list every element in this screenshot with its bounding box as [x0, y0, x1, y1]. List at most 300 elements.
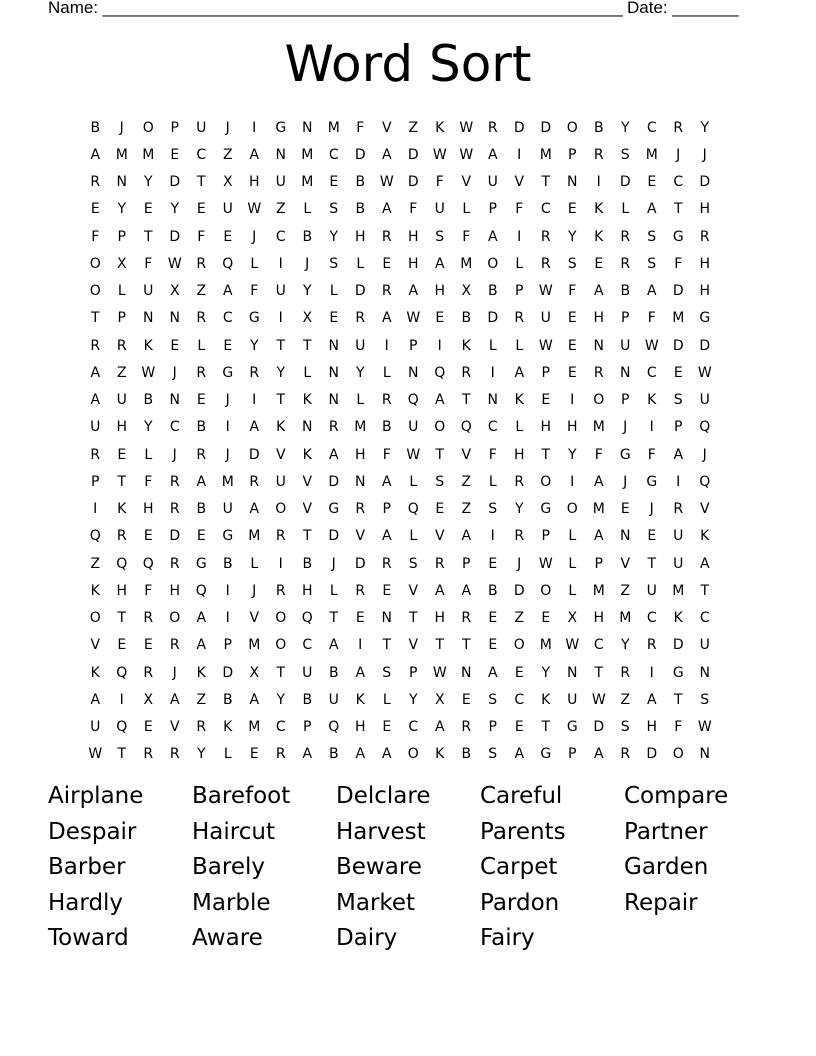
grid-letter: M: [645, 146, 658, 163]
grid-letter: F: [674, 255, 683, 272]
grid-letter: H: [169, 582, 181, 599]
grid-letter: S: [329, 255, 339, 272]
grid-letter: T: [117, 610, 127, 627]
grid-letter: D: [248, 446, 260, 463]
grid-letter: A: [249, 146, 260, 163]
grid-letter: E: [647, 528, 657, 545]
grid-letter: L: [409, 473, 418, 490]
grid-letter: Y: [329, 228, 339, 245]
grid-letter: K: [302, 392, 312, 409]
grid-letter: Y: [541, 664, 551, 681]
word-list-item: Barely: [192, 854, 265, 881]
grid-letter: F: [647, 310, 656, 327]
grid-letter: T: [435, 637, 445, 654]
grid-letter: M: [115, 146, 128, 163]
grid-letter: A: [90, 392, 101, 409]
grid-letter: I: [517, 146, 522, 163]
grid-letter: M: [619, 610, 632, 627]
grid-letter: D: [169, 528, 181, 545]
grid-letter: N: [408, 364, 419, 381]
grid-letter: A: [593, 473, 604, 490]
grid-letter: W: [379, 174, 394, 191]
grid-letter: K: [355, 691, 365, 708]
grid-letter: G: [646, 473, 658, 490]
grid-letter: J: [225, 446, 230, 463]
grid-letter: R: [169, 501, 180, 518]
grid-letter: E: [143, 201, 153, 218]
grid-letter: A: [593, 746, 604, 763]
grid-letter: I: [437, 337, 442, 354]
grid-letter: U: [699, 637, 710, 654]
grid-letter: T: [435, 446, 445, 463]
grid-letter: H: [434, 283, 446, 300]
grid-letter: T: [329, 610, 339, 627]
grid-letter: P: [488, 719, 497, 736]
grid-letter: E: [329, 310, 339, 327]
grid-letter: R: [143, 664, 154, 681]
grid-letter: Y: [170, 201, 180, 218]
grid-letter: E: [355, 610, 365, 627]
grid-letter: A: [646, 283, 657, 300]
word-list-item: Compare: [624, 783, 729, 809]
grid-letter: M: [592, 501, 605, 518]
grid-row: [82, 741, 718, 768]
word-list-item: Repair: [624, 889, 698, 916]
grid-letter: U: [222, 201, 233, 218]
grid-letter: O: [169, 610, 181, 627]
grid-letter: A: [673, 446, 684, 463]
grid-letter: O: [434, 419, 446, 436]
grid-letter: X: [116, 255, 127, 272]
grid-letter: I: [596, 174, 601, 191]
grid-letter: F: [568, 283, 577, 300]
grid-letter: J: [702, 446, 707, 463]
grid-letter: I: [676, 473, 681, 490]
grid-letter: R: [275, 746, 286, 763]
grid-letter: R: [169, 473, 180, 490]
grid-letter: R: [169, 746, 180, 763]
grid-letter: E: [488, 555, 498, 572]
grid-letter: W: [697, 719, 712, 736]
grid-letter: G: [222, 528, 234, 545]
grid-letter: U: [90, 719, 101, 736]
grid-letter: S: [620, 146, 630, 163]
grid-letter: E: [435, 501, 445, 518]
grid-letter: O: [89, 255, 101, 272]
grid-letter: U: [302, 664, 313, 681]
grid-letter: I: [358, 637, 363, 654]
word-list-item: Barefoot: [192, 783, 291, 809]
grid-letter: A: [90, 691, 101, 708]
grid-letter: E: [170, 146, 180, 163]
grid-letter: B: [302, 555, 313, 572]
grid-letter: Q: [142, 555, 154, 572]
grid-letter: I: [225, 582, 230, 599]
grid-letter: E: [223, 337, 233, 354]
grid-letter: Q: [699, 473, 711, 490]
grid-letter: C: [408, 719, 419, 736]
grid-row: [82, 441, 718, 468]
grid-letter: R: [196, 364, 207, 381]
grid-letter: T: [276, 392, 286, 409]
grid-letter: B: [222, 691, 233, 708]
grid-letter: U: [673, 555, 684, 572]
grid-letter: U: [222, 501, 233, 518]
grid-letter: Q: [434, 364, 446, 381]
grid-letter: S: [620, 719, 630, 736]
grid-letter: R: [487, 119, 498, 136]
grid-letter: C: [646, 610, 657, 627]
grid-letter: S: [567, 255, 577, 272]
grid-letter: J: [172, 364, 177, 381]
grid-letter: Q: [89, 528, 101, 545]
grid-letter: L: [462, 201, 471, 218]
grid-letter: T: [302, 528, 312, 545]
grid-letter: M: [539, 637, 552, 654]
grid-letter: O: [89, 283, 101, 300]
grid-letter: N: [169, 310, 180, 327]
grid-letter: T: [117, 746, 127, 763]
grid-row: [82, 196, 718, 223]
grid-letter: F: [197, 228, 206, 245]
grid-letter: U: [540, 310, 551, 327]
grid-letter: S: [647, 255, 657, 272]
grid-letter: P: [409, 664, 418, 681]
grid-letter: E: [514, 719, 524, 736]
grid-letter: D: [540, 119, 552, 136]
grid-letter: H: [646, 719, 658, 736]
word-list-item: Dairy: [336, 925, 398, 952]
grid-letter: P: [541, 364, 550, 381]
grid-letter: N: [328, 392, 339, 409]
grid-letter: E: [594, 255, 604, 272]
grid-letter: D: [487, 310, 499, 327]
grid-letter: L: [250, 555, 259, 572]
grid-letter: R: [90, 446, 101, 463]
grid-letter: E: [514, 664, 524, 681]
grid-letter: A: [381, 310, 392, 327]
grid-letter: L: [303, 364, 312, 381]
grid-letter: U: [275, 473, 286, 490]
grid-letter: S: [435, 473, 445, 490]
grid-letter: Z: [461, 501, 472, 518]
grid-letter: S: [647, 228, 657, 245]
grid-letter: B: [461, 310, 472, 327]
grid-letter: L: [250, 255, 259, 272]
grid-letter: J: [225, 392, 230, 409]
grid-letter: Z: [408, 119, 419, 136]
grid-letter: W: [565, 637, 580, 654]
grid-row: [82, 359, 718, 386]
grid-letter: R: [116, 528, 127, 545]
grid-letter: K: [302, 446, 312, 463]
grid-letter: E: [620, 501, 630, 518]
grid-letter: H: [354, 446, 366, 463]
grid-letter: K: [673, 610, 683, 627]
grid-letter: R: [116, 337, 127, 354]
grid-letter: A: [646, 201, 657, 218]
grid-letter: J: [517, 555, 522, 572]
grid-letter: P: [674, 419, 683, 436]
grid-letter: P: [91, 473, 100, 490]
grid-letter: X: [567, 610, 578, 627]
grid-letter: V: [699, 501, 710, 518]
grid-letter: G: [275, 119, 287, 136]
word-list-item: Toward: [48, 925, 129, 952]
grid-letter: O: [275, 501, 287, 518]
grid-letter: M: [327, 119, 340, 136]
grid-letter: D: [328, 473, 340, 490]
grid-letter: D: [354, 555, 366, 572]
grid-letter: B: [355, 201, 366, 218]
grid-letter: M: [248, 719, 261, 736]
grid-letter: H: [593, 610, 605, 627]
grid-letter: Y: [620, 119, 630, 136]
grid-letter: L: [382, 364, 391, 381]
grid-letter: C: [328, 146, 339, 163]
grid-letter: N: [328, 364, 339, 381]
grid-letter: E: [488, 610, 498, 627]
grid-letter: Z: [514, 610, 525, 627]
grid-letter: Q: [222, 255, 234, 272]
grid-letter: D: [222, 664, 234, 681]
grid-letter: H: [248, 174, 260, 191]
grid-letter: D: [513, 582, 525, 599]
word-list-item: Beware: [336, 854, 422, 881]
grid-letter: D: [407, 174, 419, 191]
grid-letter: D: [354, 146, 366, 163]
grid-letter: R: [196, 255, 207, 272]
grid-letter: L: [356, 392, 365, 409]
grid-letter: L: [382, 691, 391, 708]
grid-letter: B: [381, 419, 392, 436]
grid-letter: A: [434, 392, 445, 409]
grid-letter: A: [196, 610, 207, 627]
grid-letter: N: [328, 337, 339, 354]
grid-letter: L: [515, 255, 524, 272]
grid-letter: D: [672, 637, 684, 654]
grid-letter: H: [434, 610, 446, 627]
grid-letter: E: [567, 310, 577, 327]
grid-letter: N: [620, 364, 631, 381]
grid-letter: G: [222, 364, 234, 381]
grid-letter: Y: [514, 501, 524, 518]
grid-letter: Y: [117, 201, 127, 218]
grid-letter: O: [487, 255, 499, 272]
grid-letter: K: [90, 664, 100, 681]
grid-letter: R: [196, 719, 207, 736]
grid-letter: J: [252, 228, 257, 245]
word-search-grid: [82, 114, 718, 768]
grid-letter: F: [409, 201, 418, 218]
grid-row: [82, 414, 718, 441]
grid-row: [82, 659, 718, 686]
grid-letter: E: [196, 201, 206, 218]
grid-letter: A: [699, 555, 710, 572]
grid-letter: P: [541, 528, 550, 545]
grid-letter: H: [354, 719, 366, 736]
grid-letter: U: [487, 174, 498, 191]
grid-letter: S: [488, 691, 498, 708]
grid-letter: R: [328, 419, 339, 436]
grid-letter: V: [514, 174, 525, 191]
grid-row: [82, 223, 718, 250]
grid-letter: P: [515, 283, 524, 300]
grid-letter: P: [382, 501, 391, 518]
grid-letter: C: [646, 119, 657, 136]
grid-letter: U: [196, 119, 207, 136]
grid-letter: M: [248, 637, 261, 654]
grid-letter: R: [514, 528, 525, 545]
grid-letter: H: [301, 582, 313, 599]
grid-letter: D: [619, 174, 631, 191]
grid-row: [82, 523, 718, 550]
grid-letter: W: [459, 146, 474, 163]
grid-letter: E: [382, 582, 392, 599]
grid-letter: K: [700, 528, 710, 545]
grid-letter: W: [459, 119, 474, 136]
grid-letter: K: [461, 337, 471, 354]
grid-letter: R: [169, 637, 180, 654]
grid-letter: X: [434, 691, 445, 708]
grid-letter: U: [408, 419, 419, 436]
grid-row: [82, 141, 718, 168]
grid-letter: Z: [90, 555, 101, 572]
grid-row: [82, 496, 718, 523]
grid-letter: R: [514, 310, 525, 327]
grid-letter: H: [566, 419, 578, 436]
grid-letter: C: [673, 174, 684, 191]
grid-letter: V: [434, 528, 445, 545]
grid-letter: C: [540, 201, 551, 218]
grid-letter: K: [435, 119, 445, 136]
grid-letter: R: [620, 746, 631, 763]
grid-letter: J: [702, 146, 707, 163]
grid-letter: A: [381, 528, 392, 545]
grid-letter: G: [672, 664, 684, 681]
grid-letter: R: [540, 228, 551, 245]
grid-letter: N: [381, 610, 392, 627]
grid-letter: Z: [196, 691, 207, 708]
grid-letter: M: [248, 528, 261, 545]
grid-letter: E: [249, 746, 259, 763]
grid-letter: G: [540, 501, 552, 518]
grid-letter: A: [196, 637, 207, 654]
grid-letter: D: [169, 174, 181, 191]
grid-letter: A: [355, 746, 366, 763]
grid-letter: Y: [276, 364, 286, 381]
grid-letter: E: [223, 228, 233, 245]
grid-letter: E: [488, 637, 498, 654]
grid-letter: S: [408, 555, 418, 572]
grid-letter: A: [381, 746, 392, 763]
grid-letter: Q: [407, 392, 419, 409]
grid-letter: U: [90, 419, 101, 436]
grid-letter: Y: [249, 337, 259, 354]
grid-letter: K: [594, 201, 604, 218]
grid-row: [82, 577, 718, 604]
grid-letter: Q: [116, 719, 128, 736]
grid-letter: M: [142, 146, 155, 163]
grid-letter: Z: [620, 582, 631, 599]
grid-letter: E: [143, 528, 153, 545]
grid-letter: G: [195, 555, 207, 572]
grid-letter: L: [144, 446, 153, 463]
grid-letter: D: [513, 119, 525, 136]
grid-letter: D: [169, 228, 181, 245]
grid-letter: L: [329, 283, 338, 300]
grid-letter: V: [408, 637, 419, 654]
grid-letter: J: [623, 419, 628, 436]
grid-letter: E: [567, 201, 577, 218]
grid-letter: S: [435, 228, 445, 245]
grid-letter: N: [355, 473, 366, 490]
grid-letter: Y: [567, 446, 577, 463]
grid-row: [82, 305, 718, 332]
grid-letter: R: [461, 719, 472, 736]
grid-letter: V: [620, 555, 631, 572]
grid-letter: F: [674, 719, 683, 736]
grid-letter: U: [620, 337, 631, 354]
word-list-item: Delclare: [336, 783, 431, 809]
grid-letter: R: [196, 310, 207, 327]
grid-letter: E: [673, 364, 683, 381]
grid-row: [82, 714, 718, 741]
grid-letter: A: [434, 582, 445, 599]
grid-letter: T: [117, 473, 127, 490]
grid-row: [82, 550, 718, 577]
grid-letter: E: [382, 255, 392, 272]
grid-letter: A: [90, 146, 101, 163]
grid-letter: H: [540, 419, 552, 436]
grid-letter: K: [541, 691, 551, 708]
grid-letter: Y: [408, 691, 418, 708]
grid-letter: V: [302, 501, 313, 518]
grid-letter: R: [461, 610, 472, 627]
word-list-item: Market: [336, 889, 416, 916]
grid-letter: E: [196, 528, 206, 545]
grid-letter: T: [647, 555, 657, 572]
grid-letter: K: [117, 501, 127, 518]
grid-letter: U: [275, 174, 286, 191]
grid-letter: B: [461, 746, 472, 763]
grid-letter: A: [434, 719, 445, 736]
grid-letter: V: [275, 446, 286, 463]
grid-row: [82, 114, 718, 141]
grid-letter: H: [116, 582, 128, 599]
grid-letter: N: [169, 392, 180, 409]
grid-letter: M: [592, 419, 605, 436]
grid-letter: Q: [116, 555, 128, 572]
grid-letter: E: [567, 337, 577, 354]
grid-letter: W: [644, 337, 659, 354]
grid-letter: E: [117, 446, 127, 463]
grid-letter: K: [90, 582, 100, 599]
grid-letter: I: [490, 364, 495, 381]
grid-letter: J: [225, 119, 230, 136]
grid-letter: A: [169, 691, 180, 708]
grid-letter: A: [249, 419, 260, 436]
grid-letter: P: [117, 310, 126, 327]
grid-row: [82, 605, 718, 632]
grid-letter: M: [672, 582, 685, 599]
grid-letter: W: [247, 201, 262, 218]
grid-letter: T: [700, 582, 710, 599]
grid-letter: A: [487, 228, 498, 245]
grid-letter: U: [646, 582, 657, 599]
grid-letter: W: [432, 664, 447, 681]
grid-letter: I: [649, 419, 654, 436]
